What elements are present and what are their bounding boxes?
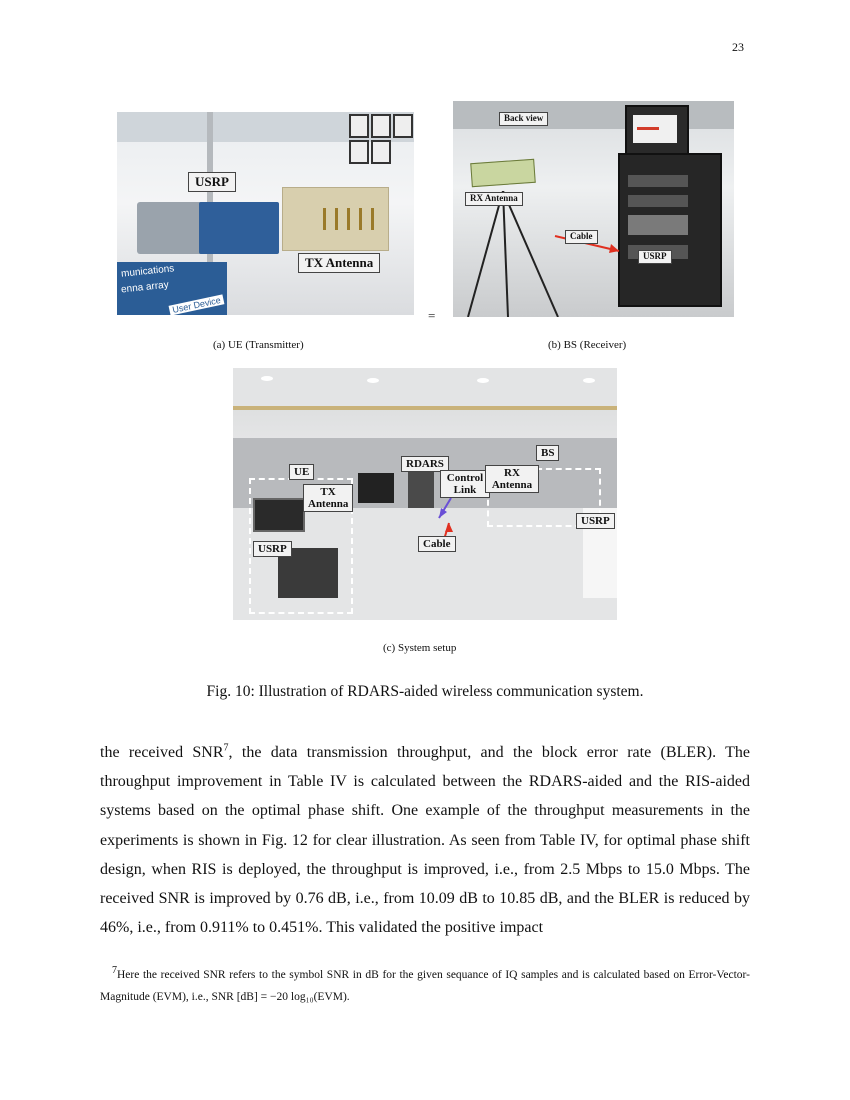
body-text-rest: , the data transmission throughput, and the block error rate (BLER). The throughput improvement in Table IV is calculated between the RDARS-aided and the RIS-aided systems based on the optimal phase shift. One example of the throughput measurements in the experiments is shown in Fig. 12 for clear illustration. As seen from Table IV, for optimal phase shift design, when RIS is deployed, the throughput is improved, i.e., from 2.5 Mbps to 15.0 Mbps. The received SNR is improved by 0.76 dB, i.e., from 10.09 dB to 10.85 dB, and the BLER is reduced by 46%, i.e., from 0.911% to 0.451%. This validated the positive impact xyxy=(100,744,750,937)
label-usrp-left: USRP xyxy=(253,541,292,557)
label-rdars: RDARS xyxy=(401,456,449,472)
label-usrp: USRP xyxy=(638,250,672,264)
subcaption-b: (b) BS (Receiver) xyxy=(548,339,627,351)
footnote-text: Here the received SNR refers to the symbol SNR in dB for the given sequance of IQ samples and is calculated based on Error-Vector-Magnitude (EVM), i.e., SNR [dB] = −20 log₁₀(EVM). xyxy=(100,969,750,1003)
page-number: 23 xyxy=(732,40,744,54)
ceiling-trim xyxy=(233,406,617,410)
figure-panel-a-photo xyxy=(117,112,414,315)
banner-text-2: enna array xyxy=(120,279,170,296)
usrp-device-front xyxy=(199,202,279,254)
tripod xyxy=(463,191,563,317)
banner-text-3: User Device xyxy=(169,294,225,315)
ceiling-area xyxy=(453,101,734,129)
equipment-rack xyxy=(618,153,722,307)
ceiling xyxy=(233,368,617,408)
body-paragraph xyxy=(100,738,750,942)
label-tx-antenna: TX Antenna xyxy=(298,253,380,273)
user-device-banner xyxy=(117,262,227,315)
subcaption-c: (c) System setup xyxy=(383,642,457,654)
figure-caption: Fig. 10: Illustration of RDARS-aided wireless communication system. xyxy=(206,683,644,700)
label-bs: BS xyxy=(536,445,559,461)
rx-antenna-board xyxy=(470,159,536,187)
label-back-view: Back view xyxy=(499,112,548,126)
subcaption-a: (a) UE (Transmitter) xyxy=(213,339,304,351)
banner-text-1: munications xyxy=(120,263,175,280)
figure-panel-c-photo xyxy=(233,368,617,620)
label-usrp-right: USRP xyxy=(576,513,615,529)
label-cable: Cable xyxy=(565,230,598,244)
label-ue: UE xyxy=(289,464,314,480)
footnote-ref[interactable]: 7 xyxy=(223,742,229,754)
tx-antenna-panel xyxy=(282,187,389,251)
back-wall-screen xyxy=(358,473,394,503)
label-cable: Cable xyxy=(418,536,456,552)
footnote-marker: 7 xyxy=(112,965,117,977)
equals-sign: = xyxy=(428,308,436,323)
label-rx-antenna: RX Antenna xyxy=(465,192,523,206)
label-tx-antenna: TX Antenna xyxy=(303,484,353,512)
label-rx-antenna: RX Antenna xyxy=(485,465,539,493)
body-text-start: the received SNR xyxy=(100,744,224,761)
figure-panel-b-photo xyxy=(453,101,734,317)
label-usrp: USRP xyxy=(188,172,236,192)
footnote xyxy=(100,964,750,1008)
label-control-link: Control Link xyxy=(440,470,490,498)
wall-frames xyxy=(349,112,409,172)
monitor xyxy=(625,105,689,157)
